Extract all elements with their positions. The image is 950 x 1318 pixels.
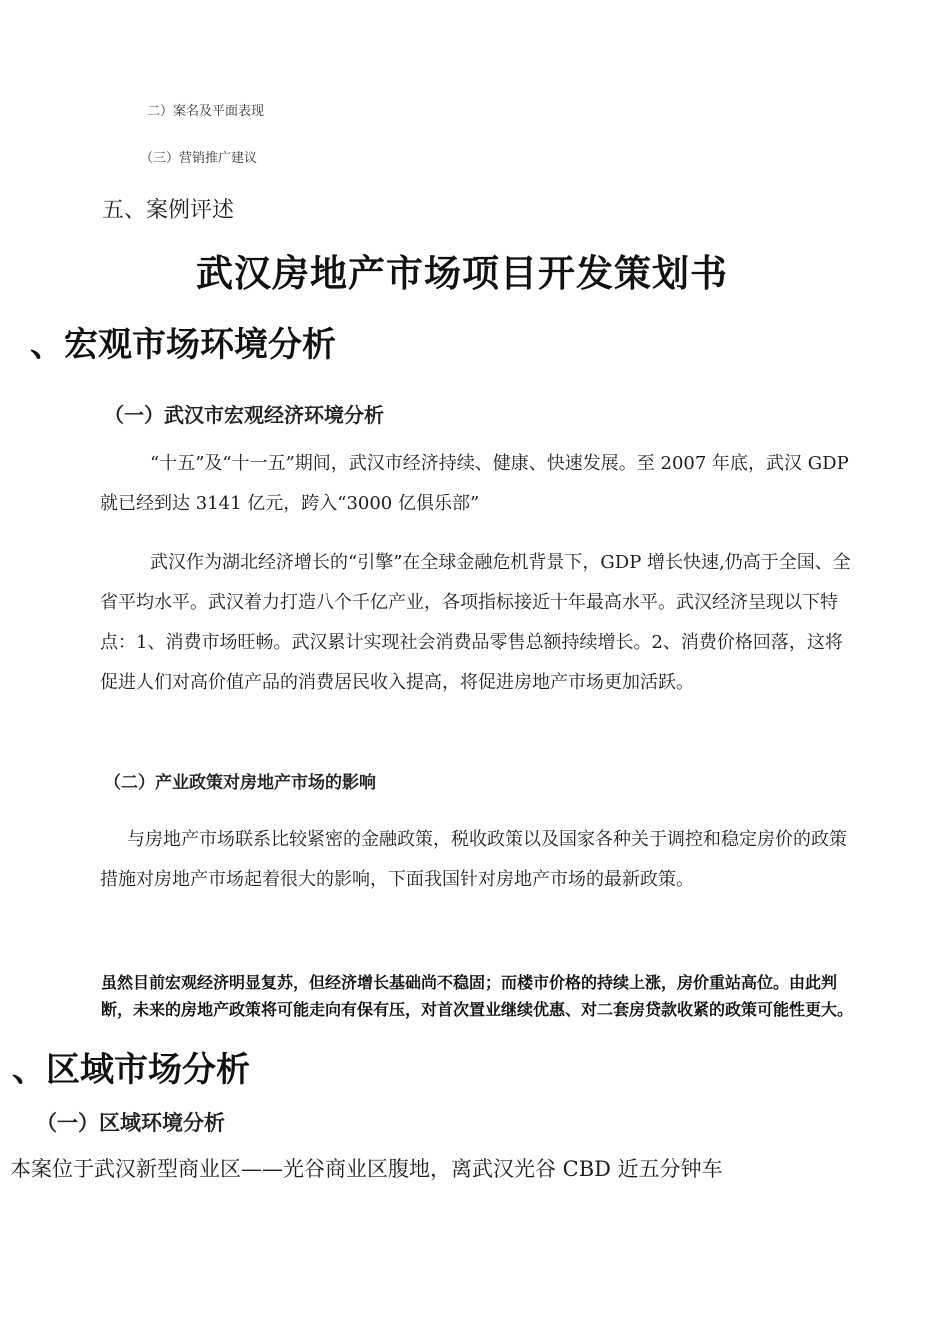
toc-item-marketing-suggestions: （三）营销推广建议 <box>140 151 258 166</box>
paragraph-gdp-growth-text: “十五”及“十一五”期间，武汉市经济持续、健康、快速发展。至 2007 年底，武汉 GDP 就已经到达 3141 亿元，跨入“3000 亿俱乐部” <box>100 453 849 514</box>
toc-item-case-review: 五、案例评述 <box>102 198 235 223</box>
section-heading-macro-market: 、宏观市场环境分析 <box>30 325 336 365</box>
paragraph-policy-outlook: 虽然目前宏观经济明显复苏，但经济增长基础尚不稳固；而楼市价格的持续上涨，房价重站高位。由此判断，未来的房地产政策将可能走向有保有压，对首次置业继续优惠、对二套房贷款收紧的政策可能性更大。 <box>101 973 854 1019</box>
subsection-heading-wuhan-economy: （一）武汉市宏观经济环境分析 <box>104 403 384 427</box>
subsection-heading-regional-environment: （一）区域环境分析 <box>36 1110 225 1135</box>
paragraph-project-location: 本案位于武汉新型商业区——光谷商业区腹地，离武汉光谷 CBD 近五分钟车 <box>10 1157 723 1181</box>
paragraph-policy-overview <box>100 820 860 900</box>
paragraph-gdp-growth <box>100 444 860 524</box>
document-title: 武汉房地产市场项目开发策划书 <box>196 251 728 295</box>
paragraph-policy-overview-text: 与房地产市场联系比较紧密的金融政策，税收政策以及国家各种关于调控和稳定房价的政策措施对房地产市场起着很大的影响，下面我国针对房地产市场的最新政策。 <box>100 829 847 890</box>
paragraph-economic-engine <box>100 543 860 703</box>
section-heading-regional-market: 、区域市场分析 <box>12 1050 250 1090</box>
subsection-heading-policy-impact: （二）产业政策对房地产市场的影响 <box>104 773 376 793</box>
paragraph-economic-engine-text: 武汉作为湖北经济增长的“引擎”在全球金融危机背景下，GDP 增长快速,仍高于全国、全省平均水平。武汉着力打造八个千亿产业，各项指标接近十年最高水平。武汉经济呈现以下特点：1、消费市场旺畅。武汉累计实现社会消费品零售总额持续增长。2、消费价格回落，这将促进人们对高价值产品的消费居民收入提高，将促进房地产市场更加活跃。 <box>100 552 851 693</box>
toc-item-naming-and-graphics: 二）案名及平面表现 <box>147 104 265 119</box>
